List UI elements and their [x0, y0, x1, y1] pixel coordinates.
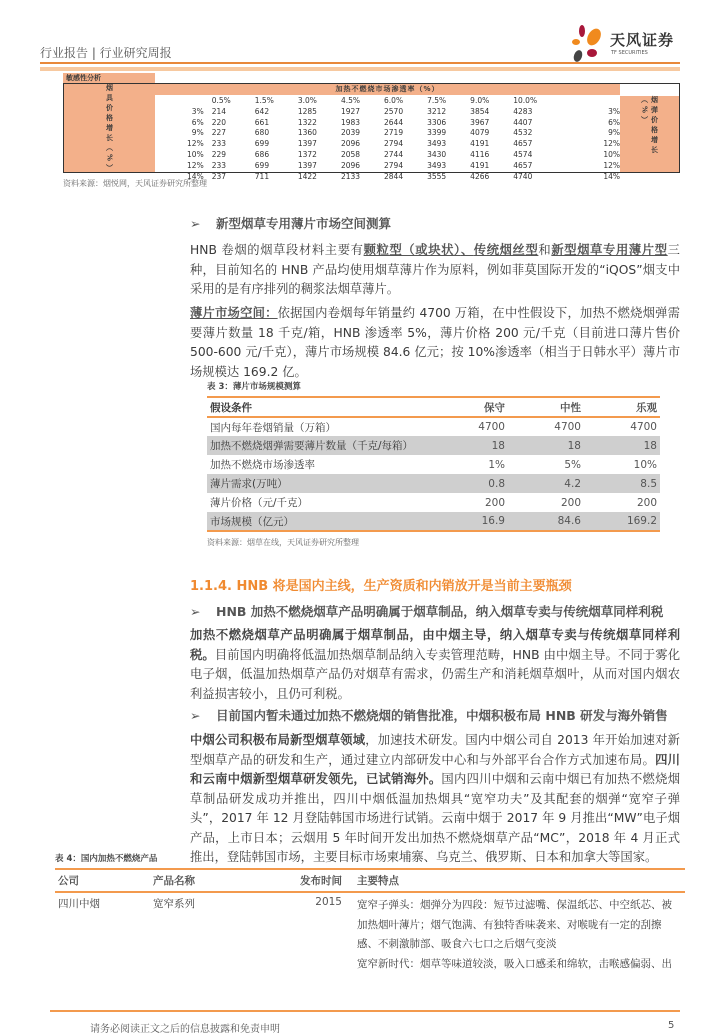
cell-value: 233: [211, 139, 227, 149]
cell-value: 227: [211, 128, 227, 138]
cell-company: 四川中烟: [58, 898, 100, 910]
row-label-left: 12%: [187, 139, 204, 149]
row-label-right: 12%: [603, 139, 621, 149]
row-label-right: 12%: [603, 160, 621, 170]
col-label: 9.0%: [470, 96, 490, 105]
cell-value: 4700: [554, 421, 581, 433]
row-label-right: 9%: [608, 128, 621, 138]
cell-value: 680: [254, 128, 270, 138]
row-label-right: 6%: [608, 117, 621, 127]
sensitivity-source: 资料来源：烟悦网，天风证券研究所整理: [63, 179, 207, 188]
cell-value: 699: [254, 160, 270, 170]
table-row: [55, 892, 685, 977]
header-divider: [40, 62, 680, 64]
table-row: [207, 512, 660, 531]
row-label-right: 3%: [608, 106, 621, 116]
row-label-left: 3%: [191, 106, 204, 116]
paragraph-hnb-tobacco: 加热不燃烧烟草产品明确属于烟草制品，由中烟主导，纳入烟草专卖与传统烟草同样利税。目前国内明确将低温加热烟草制品纳入专卖管理范畴，HNB 由中烟主导。不同于雾化电子烟，低温加热烟草产品仍对烟草有需求，仍需生产和消耗烟草烟叶，从而对国内烟农利益损害较小，且仍可利税。: [190, 628, 680, 701]
cell-value: 4191: [470, 160, 490, 170]
cell-value: 699: [254, 139, 270, 149]
paragraph-cnt-layout: 中烟公司积极布局新型烟草领域，加速技术研发。国内中烟公司自 2013 年开始加速对新型烟草产品的研发和生产，通过建立内部研发中心和与外部平台合作方式加速布局。四川和云南中烟新型烟草研发领先，已试销海外。国内四川中烟和云南中烟已有加热不燃烧烟草制品研发成功并推出，四川中烟低温加热烟具“宽窄功夫”及其配套的烟弹“宽窄子弹头”，2017 年 12 月登陆韩国市场进行试销。云南中烟于 2017 年 9 月推出“MW”电子烟产品，上市日本；云烟用 5 年时间开发出加热不燃烧烟草产品“MC”，2018 年 4 月正式推出，登陆韩国市场，主要目标市场柬埔寨、乌克兰、俄罗斯、日本和加拿大等国家。: [190, 733, 680, 864]
cell-value: 0.8: [438, 474, 508, 493]
cell-value: 3555: [427, 171, 447, 181]
cell-value: 18: [584, 436, 660, 455]
cell-value: 169.2: [584, 512, 660, 531]
cell-value: 1397: [297, 160, 317, 170]
cell-value: 2039: [340, 128, 361, 138]
sensitivity-row: [155, 128, 620, 139]
cell-value: 18: [438, 436, 508, 455]
page-number: 5: [668, 1020, 675, 1031]
cell-value: 1322: [297, 117, 317, 127]
table-4: [55, 852, 685, 977]
cell-label: 薄片需求(万吨）: [207, 474, 438, 493]
cell-label: 国内每年卷烟销量（万箱）: [210, 421, 336, 434]
cell-value: 229: [211, 149, 227, 159]
table-4-title: 表 4：国内加热不燃烧产品: [55, 854, 158, 864]
cell-value: 4574: [513, 149, 533, 159]
cell-value: 8.5: [584, 474, 660, 493]
cell-value: 4657: [513, 160, 533, 170]
sensitivity-header-row: [155, 96, 620, 107]
sensitivity-row: [155, 118, 620, 129]
sensitivity-row: [155, 107, 620, 118]
col-label: 3.0%: [297, 96, 317, 105]
cell-value: 4079: [470, 128, 490, 138]
cell-label: 加热不燃烧烟弹需要薄片数量（千克/每箱）: [207, 436, 438, 455]
col-label: 7.5%: [427, 96, 447, 105]
cell-value: 220: [211, 117, 227, 127]
paragraph-market-space: 薄片市场空间：依据国内卷烟每年销量约 4700 万箱，在中性假设下，加热不燃烧烟弹需要薄片数量 18 千克/箱，HNB 渗透率 5%，薄片价格 200 元/千克（目前进口薄片售价 500-600 元/千克），薄片市场规模 84.6 亿元；按 10%渗透率（相当于日韩水平）薄片市场规模达 169.2 亿。: [190, 306, 680, 379]
col-label: 6.0%: [384, 96, 404, 105]
col-header: 主要特点: [345, 869, 685, 892]
cell-value: 2794: [384, 139, 404, 149]
cell-value: 18: [508, 436, 584, 455]
cell-value: 237: [211, 171, 227, 181]
right-axis-label: 烟弹价格增长（%）: [620, 96, 679, 172]
cell-product: 宽窄系列: [153, 898, 195, 910]
cell-value: 3430: [427, 149, 447, 159]
cell-value: 10%: [633, 458, 657, 471]
table-row: [207, 417, 660, 436]
cell-label: 市场规模（亿元）: [207, 512, 438, 531]
sensitivity-row: [155, 172, 620, 183]
logo-subtext: TF SECURITIES: [611, 50, 648, 56]
cell-value: 1422: [297, 171, 317, 181]
cell-value: 2744: [384, 149, 404, 159]
cell-value: 711: [254, 171, 270, 181]
footer-disclaimer: 请务必阅读正文之后的信息披露和免责申明: [90, 1024, 280, 1035]
cell-value: 1983: [340, 117, 361, 127]
cell-value: 1%: [488, 458, 505, 471]
cell-value: 1927: [340, 106, 361, 116]
sensitivity-col-header: 加热不燃烧市场渗透率（%）: [155, 84, 620, 95]
table-3: [207, 380, 660, 548]
left-axis-label: 烟具价格增长（%）: [64, 84, 155, 172]
logo-text: 天风证券: [610, 31, 675, 49]
cell-value: 4116: [470, 149, 490, 159]
col-label: 0.5%: [211, 96, 231, 105]
cell-value: 84.6: [508, 512, 584, 531]
col-header: 乐观: [584, 397, 660, 417]
col-header: 发布时间: [245, 869, 345, 892]
cell-value: 2096: [340, 160, 361, 170]
cell-label: 薄片价格（元/千克）: [210, 497, 309, 509]
cell-value: 4740: [513, 171, 533, 181]
cell-value: 4407: [513, 117, 533, 127]
sensitivity-row: [155, 161, 620, 172]
cell-value: 2133: [340, 171, 361, 181]
cell-value: 200: [484, 496, 505, 509]
bullet-heading: ➢ 目前国内暂未通过加热不燃烧烟的销售批准，中烟积极布局 HNB 研发与海外销售: [190, 708, 668, 723]
cell-value: 3212: [427, 106, 447, 116]
cell-value: 4.2: [508, 474, 584, 493]
cell-value: 2844: [384, 171, 404, 181]
cell-value: 200: [560, 496, 581, 509]
row-label-right: 10%: [603, 149, 621, 159]
cell-value: 2096: [340, 139, 361, 149]
col-label: 4.5%: [340, 96, 360, 105]
row-label-left: 12%: [187, 160, 204, 170]
cell-value: 233: [211, 160, 227, 170]
cell-value: 4700: [478, 421, 505, 433]
cell-value: 642: [254, 106, 270, 116]
sensitivity-row: [155, 150, 620, 161]
cell-value: 4700: [630, 421, 657, 433]
cell-value: 1372: [297, 149, 317, 159]
sensitivity-title: 敏感性分析: [63, 73, 155, 83]
paragraph-materials: HNB 卷烟的烟草段材料主要有颗粒型（或块状）、传统烟丝型和新型烟草专用薄片型三种，目前知名的 HNB 产品均使用烟草薄片作为原料，例如菲莫国际开发的“iQOS”烟支中采用的是有序排列的稠浆法烟草薄片。: [190, 243, 680, 296]
cell-value: 2719: [384, 128, 404, 138]
cell-value: 5%: [564, 458, 581, 471]
cell-value: 2570: [384, 106, 404, 116]
cell-value: 1360: [297, 128, 317, 138]
cell-label: 加热不燃烧市场渗透率: [210, 459, 315, 471]
cell-value: 661: [254, 117, 270, 127]
sensitivity-row: [155, 139, 620, 150]
col-header: 公司: [55, 869, 150, 892]
table-3-title: 表 3：薄片市场规模测算: [207, 382, 301, 392]
table-row: [207, 493, 660, 512]
cell-value: 3967: [470, 117, 490, 127]
cell-value: 200: [636, 496, 657, 509]
cell-value: 3493: [427, 139, 447, 149]
report-category: 行业报告 | 行业研究周报: [40, 46, 172, 60]
row-label-right: 14%: [603, 171, 621, 181]
cell-features: 宽窄子弹头：烟弹分为四段：短节过滤嘴、保温纸芯、中空纸芯、被加热烟叶薄片；烟气饱满、有独特香味袭来、对喉咙有一定的刮擦感、不刺激肺部、吸食六七口之后烟气变淡 宽窄新时代：烟草等味道较淡，吸入口感柔和绵软，击喉感偏弱、出: [357, 899, 672, 970]
cell-value: 214: [211, 106, 227, 116]
cell-value: 4191: [470, 139, 490, 149]
cell-value: 1285: [297, 106, 317, 116]
cell-value: 4283: [513, 106, 533, 116]
row-label-left: 14%: [187, 171, 204, 181]
cell-value: 3493: [427, 160, 447, 170]
row-label-left: 9%: [191, 128, 204, 138]
table-row: [207, 436, 660, 455]
col-header: 产品名称: [150, 869, 245, 892]
cell-value: 16.9: [438, 512, 508, 531]
cell-value: 1397: [297, 139, 317, 149]
cell-value: 4532: [513, 128, 533, 138]
section-heading: ➢ 新型烟草专用薄片市场空间测算: [190, 216, 392, 231]
header-band: [40, 67, 680, 71]
cell-value: 3854: [470, 106, 490, 116]
table-row: [207, 474, 660, 493]
bullet-heading: ➢ HNB 加热不燃烧烟草产品明确属于烟草制品，纳入烟草专卖与传统烟草同样利税: [190, 604, 664, 619]
cell-year: 2015: [315, 896, 342, 908]
cell-value: 686: [254, 149, 270, 159]
cell-value: 2058: [340, 149, 361, 159]
col-label: 1.5%: [254, 96, 274, 105]
footer-divider: [50, 1010, 680, 1012]
cell-value: 3306: [427, 117, 447, 127]
row-label-left: 10%: [187, 149, 204, 159]
cell-value: 4266: [470, 171, 490, 181]
sensitivity-grid: [155, 96, 620, 182]
section-heading-1-1-4: 1.1.4. HNB 将是国内主线，生产资质和内销放开是当前主要瓶颈: [190, 579, 572, 594]
table-row: [207, 455, 660, 474]
col-header: 中性: [508, 397, 584, 417]
col-header: 保守: [438, 397, 508, 417]
cell-value: 3399: [427, 128, 447, 138]
col-label: 10.0%: [513, 96, 538, 105]
table-3-source: 资料来源：烟草在线，天风证券研究所整理: [207, 538, 359, 547]
cell-value: 2794: [384, 160, 404, 170]
row-label-left: 6%: [191, 117, 204, 127]
cell-value: 2644: [384, 117, 404, 127]
col-header: 假设条件: [207, 397, 438, 417]
cell-value: 4657: [513, 139, 533, 149]
